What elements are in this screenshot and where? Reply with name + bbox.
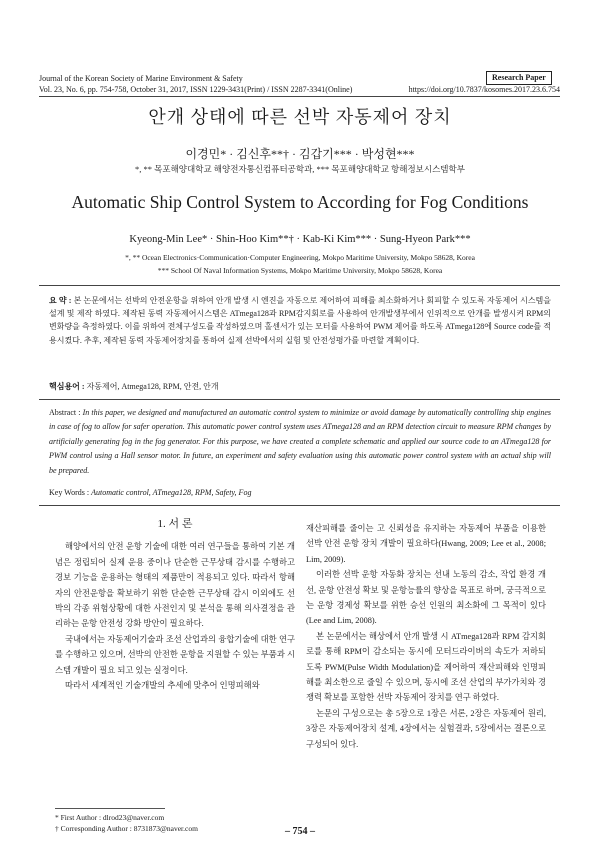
english-authors: Kyeong-Min Lee* · Shin-Hoo Kim**† · Kab-Ki Kim*** · Sung-Hyeon Park*** xyxy=(129,234,471,245)
abstract-top-divider xyxy=(39,285,560,286)
korean-abstract-label: 요 약 : xyxy=(49,296,72,305)
body-paragraph: 해양에서의 안전 운항 기술에 대한 여러 연구들을 통하여 기본 개념은 정립되어 실제 운용 중이나 단순한 근무상태 감시를 수행하고 경보 기능을 운용하는 형태의 제품만이 적용되고 있다. 따라서 항해자의 안전운항을 확보하기 위한 단순한 근무상태 감시 이외에도 선박의 각종 위험상황에 대한 사전인지 및 분석을 통해 의사결정을 관리하는 운항 안전성 강화 방안이 필요하다. xyxy=(55,542,295,629)
first-author-footnote: * First Author : dlrod23@naver.com xyxy=(55,813,165,822)
abstract-bottom-divider xyxy=(39,505,560,506)
body-paragraph: 본 논문에서는 해상에서 안개 발생 시 ATmega128과 RPM 감지회로를 통해 RPM이 감소되는 동시에 모터드라이버의 속도가 저하되도록 PWM(Pulse Width Modulation)을 제어하여 재산피해와 인명피해를 최소한으로 줄일 수 있으며, 동시에 조선 산업의 부가가치와 경쟁력 확보를 포함한 선박 자동제어 장치를 연구 하였다. xyxy=(306,631,546,703)
footnote-divider xyxy=(55,808,165,809)
korean-title: 안개 상태에 따른 선박 자동제어 장치 xyxy=(148,107,452,127)
body-paragraph: 국내에서는 자동제어기술과 조선 산업과의 융합기술에 대한 연구를 수행하고 있으며, 선박의 안전한 운항을 지원할 수 있는 부품과 시스템 개발이 필요 되고 있는 실정이다. xyxy=(55,634,295,675)
body-paragraph: 논문의 구성으로는 총 5장으로 1장은 서론, 2장은 자동제어 원리, 3장은 자동제어장치 설계, 4장에서는 실험결과, 5장에서는 결론으로 구성되어 있다. xyxy=(306,708,546,749)
body-paragraph: 따라서 세계적인 기술개발의 추세에 맞추어 인명피해와 xyxy=(65,681,260,691)
body-right-column xyxy=(306,521,546,752)
english-title: Automatic Ship Control System to According for Fog Conditions xyxy=(71,192,529,212)
doi-link[interactable]: https://doi.org/10.7837/kosomes.2017.23.6.754 xyxy=(408,85,560,94)
english-abstract xyxy=(49,406,551,478)
english-affiliation-1: *, ** Ocean Electronics·Communication·Computer Engineering, Mokpo Maritime University, Mokpo 58628, Korea xyxy=(125,253,475,262)
english-abstract-text: In this paper, we designed and manufactured an automatic control system to minimize or avoid damage by automatically controlling ship engines in case of fog to allow for safer operation. This automatic power control system uses ATmega128 and an RPM detection circuit to measure RPM changes by artificially generating fog in the fog generator. For this purpose, we have created a complete schematic and applied our source code to an ATmega128 for PWM control using a Hall sensor motor. In future, an experiment and safety evaluation using this automatic power control system with an actual ship will be prepared. xyxy=(49,408,552,475)
korean-abstract-text: 본 논문에서는 선박의 안전운항을 위하여 안개 발생 시 엔진을 자동으로 제어하여 피해를 최소화하거나 회피할 수 있도록 자동제어 시스템을 설계 및 제작 하였다. 제작된 동력 자동제어시스템은 ATmega128과 RPM감지회로를 사용하여 안개발생부에서 인위적으로 안개를 발생시켜 RPM의 변화량을 측정하였다. 이를 위하여 전체구성도를 작성하였으며 홀센서가 있는 모터를 사용하여 PWM 제어를 하도록 ATmega128에 Source code를 적용시켰다. 추후, 제작된 동력 자동제어장치를 통하여 실제 선박에서의 실험 및 안전성평가를 마련할 계획이다. xyxy=(49,296,552,345)
body-paragraph: 재산피해를 줄이는 고 신뢰성을 유지하는 자동제어 부품을 이용한 선박 안전 운항 장치 개발이 필요하다(Hwang, 2009; Lee et al., 2008; Lim, 2009). xyxy=(306,524,546,564)
korean-keywords xyxy=(49,381,219,392)
korean-authors: 이경민* · 김신후**† · 김갑기*** · 박성현*** xyxy=(185,147,415,161)
english-keywords-text: Automatic control, ATmega128, RPM, Safety, Fog xyxy=(91,488,252,497)
corresponding-author-footnote: † Corresponding Author : 8731873@naver.com xyxy=(55,824,198,833)
english-keywords-label: Key Words : xyxy=(49,488,90,497)
page-number: – 754 – xyxy=(285,826,315,837)
paper-type-badge: Research Paper xyxy=(486,71,552,85)
body-paragraph: 이러한 선박 운항 자동화 장치는 선내 노동의 감소, 작업 환경 개선, 운항 안전성 확보 및 운항능률의 향상을 목표로 하며, 궁극적으로는 운항 경제성 확보를 위한 승선 인원의 최소화에 그 목적이 있다(Lee and Lim, 2008). xyxy=(306,570,546,626)
korean-keywords-text: 자동제어, Atmega128, RPM, 안전, 안개 xyxy=(86,382,219,391)
abstract-middle-divider xyxy=(39,399,560,400)
english-keywords xyxy=(49,488,251,497)
english-abstract-label: Abstract : xyxy=(49,408,81,417)
header-divider xyxy=(39,96,560,97)
english-affiliation-2: *** School Of Naval Information Systems, Mokpo Maritime University, Mokpo 58628, Korea xyxy=(157,266,443,275)
korean-keywords-label: 핵심용어 : xyxy=(49,382,85,391)
korean-affiliation: *, ** 목포해양대학교 해양전자통신컴퓨터공학과, *** 목포해양대학교 항해정보시스템학부 xyxy=(135,164,465,174)
journal-name: Journal of the Korean Society of Marine Environment & Safety xyxy=(39,74,243,83)
volume-info: Vol. 23, No. 6, pp. 754-758, October 31, 2017, ISSN 1229-3431(Print) / ISSN 2287-3341(Online) xyxy=(39,85,353,94)
korean-abstract xyxy=(49,294,551,347)
section-title: 1. 서 론 xyxy=(157,518,193,530)
body-left-column xyxy=(55,517,295,693)
